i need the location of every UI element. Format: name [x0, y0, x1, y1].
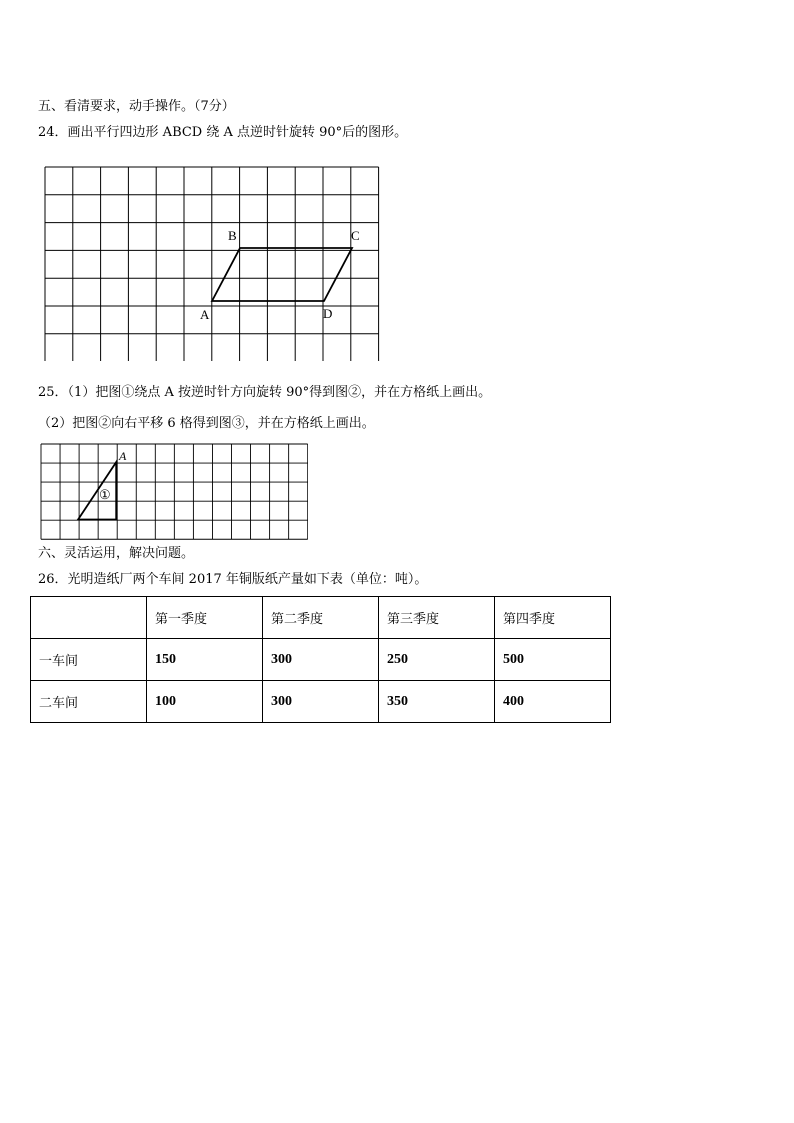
- table-header-cell: 第三季度: [379, 597, 495, 639]
- table-cell: 500: [495, 639, 611, 681]
- label-d: D: [323, 306, 333, 321]
- table-cell: 100: [147, 681, 263, 723]
- table-row: [31, 681, 611, 723]
- question-24-text: 24．画出平行四边形 ABCD 绕 A 点逆时针旋转 90°后的图形。: [38, 125, 408, 140]
- shape-1-label: ①: [99, 487, 111, 502]
- table-header-cell: 第四季度: [495, 597, 611, 639]
- table-cell: 250: [379, 639, 495, 681]
- section-heading-5: 五、看清要求，动手操作。（7分）: [38, 99, 235, 114]
- section-heading-6: 六、灵活运用，解决问题。: [38, 546, 195, 561]
- table-cell: 350: [379, 681, 495, 723]
- q24-grid-svg: [44, 166, 384, 361]
- label-a: A: [200, 307, 210, 322]
- q24-grid-figure: [44, 166, 384, 365]
- table-header-cell: 第二季度: [263, 597, 379, 639]
- q25-grid-figure: [40, 443, 308, 545]
- table-header-cell: 第一季度: [147, 597, 263, 639]
- table-cell: 300: [263, 639, 379, 681]
- label-c: C: [351, 228, 360, 243]
- parallelogram-abcd: [212, 248, 352, 301]
- table-cell: 300: [263, 681, 379, 723]
- production-table: [30, 596, 611, 723]
- question-26-text: 26．光明造纸厂两个车间 2017 年铜版纸产量如下表（单位：吨）。: [38, 572, 428, 587]
- row-label-workshop-2: 二车间: [31, 681, 147, 723]
- table-row: [31, 639, 611, 681]
- point-a-label: A: [119, 449, 127, 463]
- q25-grid-svg: [40, 443, 308, 541]
- question-25-part2: （2）把图②向右平移 6 格得到图③，并在方格纸上画出。: [38, 416, 375, 431]
- label-b: B: [228, 228, 237, 243]
- table-header-row: [31, 597, 611, 639]
- table-cell: 150: [147, 639, 263, 681]
- table-cell: 400: [495, 681, 611, 723]
- row-label-workshop-1: 一车间: [31, 639, 147, 681]
- question-25-part1: 25．（1）把图①绕点 A 按逆时针方向旋转 90°得到图②，并在方格纸上画出。: [38, 385, 492, 400]
- table-header-cell: [31, 597, 147, 639]
